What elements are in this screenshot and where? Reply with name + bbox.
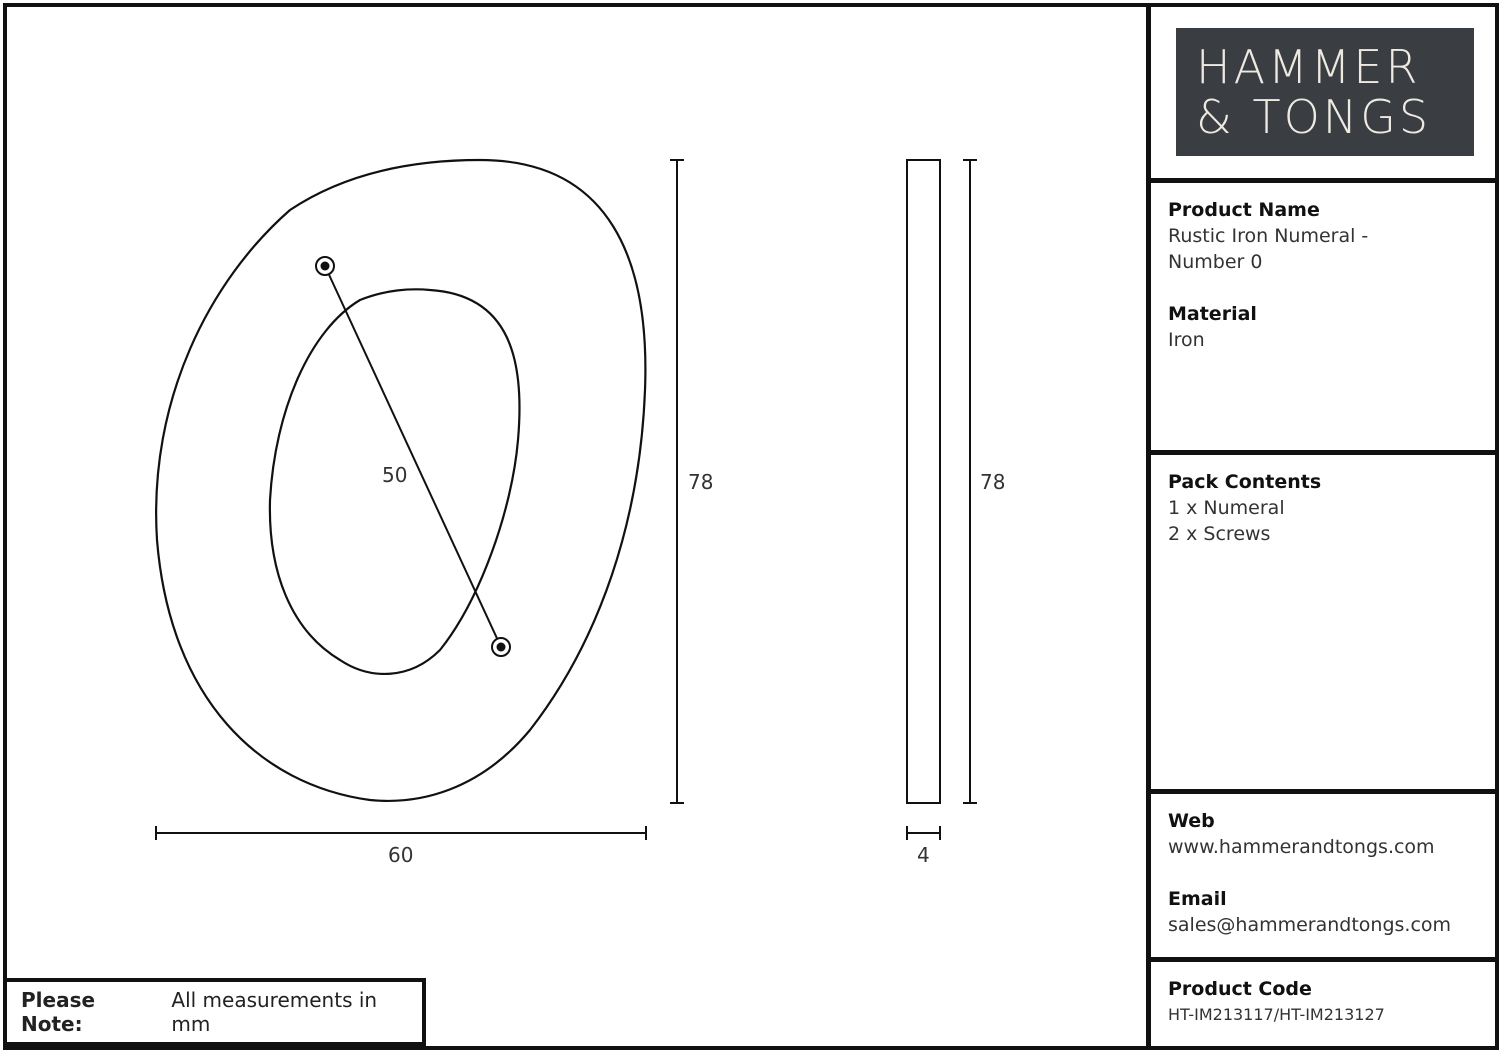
- front-width-label: 60: [388, 843, 414, 867]
- info-sidebar: [1146, 3, 1495, 1046]
- pack-item: 2 x Screws: [1168, 523, 1271, 545]
- side-thickness-dimension: [907, 826, 940, 840]
- screw-spacing-line: [325, 266, 501, 647]
- pack-item: 1 x Numeral: [1168, 497, 1285, 519]
- product-name-label: Product Name: [1168, 199, 1320, 221]
- contact-panel: [1151, 794, 1495, 962]
- email-label: Email: [1168, 888, 1227, 910]
- product-name-line-2: Number 0: [1168, 251, 1263, 273]
- note-text: All measurements in mm: [171, 988, 378, 1036]
- measurement-note: [3, 978, 426, 1046]
- email-link[interactable]: sales@hammerandtongs.com: [1168, 914, 1452, 936]
- web-link[interactable]: www.hammerandtongs.com: [1168, 836, 1435, 858]
- web-label: Web: [1168, 810, 1215, 832]
- front-height-dimension: [670, 160, 684, 803]
- side-thickness-label: 4: [917, 843, 930, 867]
- logo-panel: [1151, 3, 1495, 183]
- side-height-dimension: [963, 160, 977, 803]
- screw-spacing-label: 50: [382, 463, 408, 487]
- logo-line-2: & TONGS: [1196, 90, 1432, 144]
- front-width-dimension: [156, 826, 646, 840]
- brand-logo: [1176, 28, 1474, 156]
- side-height-label: 78: [980, 470, 1006, 494]
- product-code-value: HT-IM213117/HT-IM213127: [1168, 1005, 1385, 1024]
- logo-line-1: HAMMER: [1196, 40, 1421, 94]
- front-height-label: 78: [688, 470, 714, 494]
- pack-contents-label: Pack Contents: [1168, 471, 1322, 493]
- material-label: Material: [1168, 303, 1257, 325]
- product-name-line-1: Rustic Iron Numeral -: [1168, 225, 1369, 247]
- side-view-profile: [907, 160, 940, 803]
- pack-panel: [1151, 455, 1495, 794]
- material-value: Iron: [1168, 329, 1205, 351]
- product-panel: [1151, 183, 1495, 455]
- code-panel: [1151, 962, 1495, 1046]
- note-label: Please Note:: [21, 988, 96, 1036]
- product-code-label: Product Code: [1168, 978, 1312, 1000]
